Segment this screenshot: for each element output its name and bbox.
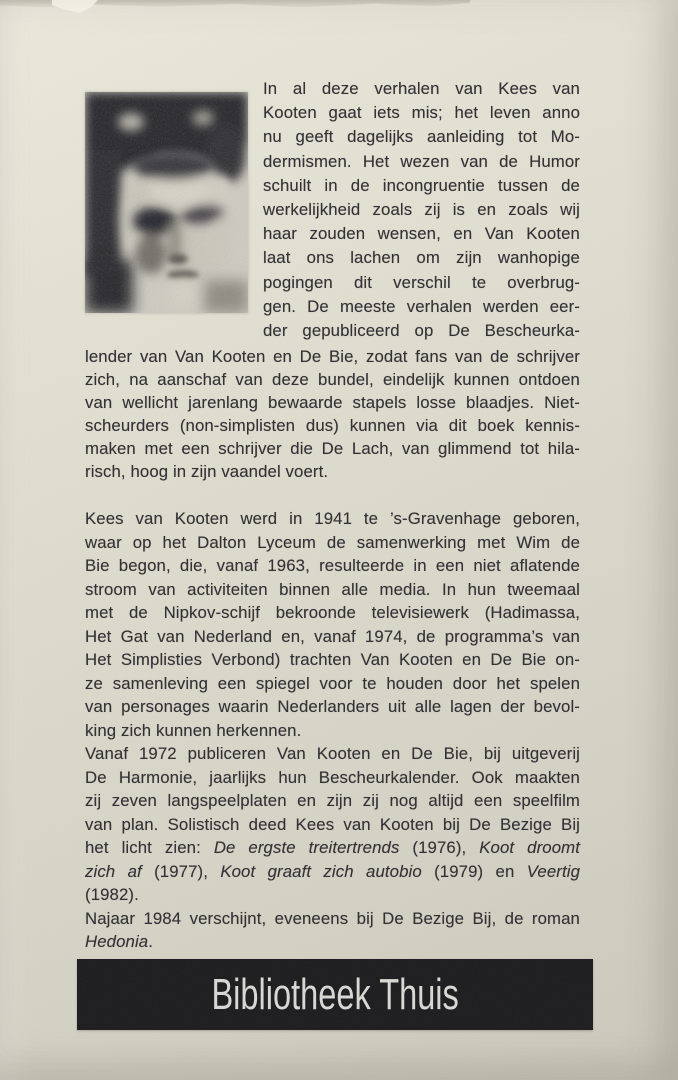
text-line: haar zouden wensen, en Van Kooten [263,224,580,244]
publisher-bar [77,959,593,1030]
text-line: lender van Van Kooten en De Bie, zodat fans van de schrijver [85,347,580,366]
text-line: Het Gat van Nederland en, vanaf 1974, de programma’s van [85,626,580,646]
torn-paper-notch-decoration [52,0,98,13]
bio-paragraph [85,742,580,907]
author-bio-text [85,507,580,954]
text-line: pogingen dit verschil te overbrug- [263,272,580,292]
text-line: zij zeven langspeelplaten en zijn zij nog altijd een speelfilm [85,791,580,810]
text-line: Bie begon, die, vanaf 1963, resulteerde in een niet aflatende [85,556,580,575]
text-line: (1982). [85,885,139,904]
bio-paragraph [85,907,580,954]
text-line: nu geeft dagelijks aanleiding tot Mo- [263,127,580,147]
text-line: waar op het Dalton Lyceum de samenwerking met Wim de [85,532,580,552]
text-line: met de Nipkov-schijf bekroonde televisiewerk (Hadimassa, [85,603,580,622]
text-line: scheurders (non-simplisten dus) kunnen via dit boek kennis- [85,416,580,436]
text-line: maken met een schrijver die De Lach, van glimmend tot hila- [85,439,580,459]
text-line: schuilt in de incongruentie tussen de [263,175,580,195]
text-line: king zich kunnen herkennen. [85,720,302,740]
text-line: Het Simplisties Verbond) trachten Van Kooten en De Bie on- [85,650,580,669]
text-line: Vanaf 1972 publiceren Van Kooten en De Bie, bij uitgeverij [85,744,580,763]
text-line: zich, na aanschaf van deze bundel, eindelijk kunnen ontdoen [85,370,580,390]
text-line: van personages waarin Nederlanders uit alle lagen der bevol- [85,697,580,716]
text-line: risch, hoog in zijn vaandel voert. [85,462,329,482]
text-line: Kooten gaat iets mis; het leven anno [263,103,580,123]
text-line: het licht zien: De ergste treitertrends (1976), Koot droomt [85,838,580,857]
text-line: van plan. Solistisch deed Kees van Kooten bij De Bezige Bij [85,814,580,834]
text-line: stroom van activiteiten binnen alle media. In hun tweemaal [85,579,580,599]
text-line: werkelijkheid zoals zij is en zoals wij [263,200,580,220]
blurb-text-beside-photo [263,77,580,343]
bio-paragraph [85,507,580,742]
text-line: van wellicht jarenlang bewaarde stapels losse blaadjes. Niet- [85,393,580,413]
text-line: Hedonia. [85,932,153,951]
text-line: Kees van Kooten werd in 1941 te ’s-Gravenhage geboren, [85,509,580,528]
blurb-text-full-width [85,345,580,484]
text-line: De Harmonie, jaarlijks hun Bescheurkalender. Ook maakten [85,767,580,787]
author-photo [85,92,248,313]
text-line: ze samenleving een spiegel voor te houden door het spelen [85,673,580,693]
text-line: zich af (1977), Koot graaft zich autobio (1979) en Veertig [85,861,580,881]
publisher-bar-label: Bibliotheek Thuis [211,969,459,1019]
text-line: In al deze verhalen van Kees van [263,79,580,98]
text-line: der gepubliceerd op De Bescheurka- [263,321,580,341]
text-line: dermismen. Het wezen van de Humor [263,151,580,171]
text-line: Najaar 1984 verschijnt, eveneens bij De Bezige Bij, de roman [85,908,580,928]
text-line: gen. De meeste verhalen werden eer- [263,296,580,316]
text-line: laat ons lachen om zijn wanhopige [263,248,580,268]
